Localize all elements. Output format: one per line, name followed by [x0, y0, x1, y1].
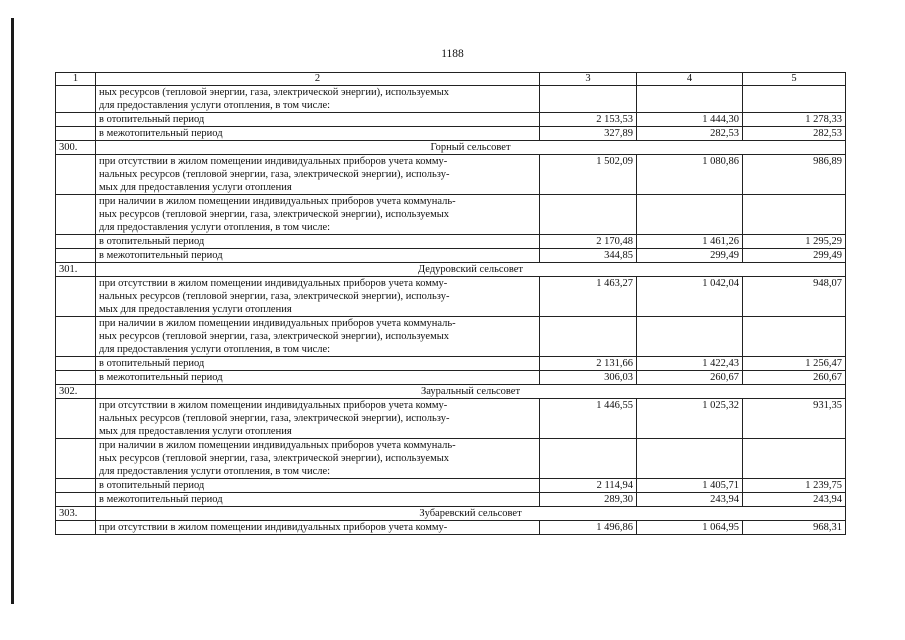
- row-number: [56, 127, 96, 141]
- table-row: [56, 399, 846, 439]
- value-cell: [637, 439, 743, 479]
- row-description: в отопительный период: [96, 479, 540, 493]
- value-cell: [743, 86, 846, 113]
- value-cell: 1 295,29: [743, 235, 846, 249]
- row-number: [56, 521, 96, 535]
- value-cell: [743, 317, 846, 357]
- value-cell: [743, 439, 846, 479]
- value-cell: 2 131,66: [540, 357, 637, 371]
- value-cell: 1 502,09: [540, 155, 637, 195]
- value-cell: [637, 195, 743, 235]
- value-cell: [743, 195, 846, 235]
- row-number: [56, 155, 96, 195]
- row-description: при наличии в жилом помещении индивидуальных приборов учета коммуналь- ных ресурсов (тепловой энергии, газа, электрической энергии), используемых для предоставления услуги отопления, в том числе:: [96, 439, 540, 479]
- value-cell: 1 278,33: [743, 113, 846, 127]
- margin-bar: [11, 18, 14, 604]
- row-number: [56, 113, 96, 127]
- value-cell: 1 444,30: [637, 113, 743, 127]
- value-cell: 2 170,48: [540, 235, 637, 249]
- section-name: Дедуровский сельсовет: [96, 263, 846, 277]
- value-cell: 289,30: [540, 493, 637, 507]
- section-row: [56, 263, 846, 277]
- value-cell: 260,67: [637, 371, 743, 385]
- table-row: [56, 521, 846, 535]
- row-description: ных ресурсов (тепловой энергии, газа, электрической энергии), используемых для предоставления услуги отопления, в том числе:: [96, 86, 540, 113]
- value-cell: 968,31: [743, 521, 846, 535]
- column-header: 2: [96, 73, 540, 86]
- value-cell: 986,89: [743, 155, 846, 195]
- row-description: при отсутствии в жилом помещении индивидуальных приборов учета комму- нальных ресурсов (тепловой энергии, газа, электрической энергии), использу- мых для предоставления услуги отопления: [96, 399, 540, 439]
- row-description: при наличии в жилом помещении индивидуальных приборов учета коммуналь- ных ресурсов (тепловой энергии, газа, электрической энергии), используемых для предоставления услуги отопления, в том числе:: [96, 317, 540, 357]
- table-row: [56, 371, 846, 385]
- value-cell: 1 256,47: [743, 357, 846, 371]
- value-cell: 1 496,86: [540, 521, 637, 535]
- row-number: [56, 439, 96, 479]
- table-row: [56, 277, 846, 317]
- column-header: 3: [540, 73, 637, 86]
- tariff-table: [55, 72, 846, 535]
- table-row: [56, 155, 846, 195]
- row-number: [56, 249, 96, 263]
- section-row: [56, 141, 846, 155]
- value-cell: [637, 317, 743, 357]
- row-number: [56, 235, 96, 249]
- row-description: при отсутствии в жилом помещении индивидуальных приборов учета комму- нальных ресурсов (тепловой энергии, газа, электрической энергии), использу- мых для предоставления услуги отопления: [96, 277, 540, 317]
- row-description: в межотопительный период: [96, 493, 540, 507]
- row-description: при отсутствии в жилом помещении индивидуальных приборов учета комму-: [96, 521, 540, 535]
- table-row: [56, 235, 846, 249]
- row-number: [56, 86, 96, 113]
- value-cell: 1 405,71: [637, 479, 743, 493]
- section-row: [56, 507, 846, 521]
- row-description: в межотопительный период: [96, 249, 540, 263]
- value-cell: 1 461,26: [637, 235, 743, 249]
- table-row: [56, 249, 846, 263]
- column-header: 4: [637, 73, 743, 86]
- value-cell: 299,49: [637, 249, 743, 263]
- value-cell: 1 064,95: [637, 521, 743, 535]
- row-description: в межотопительный период: [96, 371, 540, 385]
- value-cell: 327,89: [540, 127, 637, 141]
- value-cell: 1 463,27: [540, 277, 637, 317]
- row-description: в межотопительный период: [96, 127, 540, 141]
- section-number: 303.: [56, 507, 96, 521]
- table-row: [56, 357, 846, 371]
- table-row: [56, 195, 846, 235]
- value-cell: 306,03: [540, 371, 637, 385]
- value-cell: 260,67: [743, 371, 846, 385]
- row-description: в отопительный период: [96, 235, 540, 249]
- row-description: в отопительный период: [96, 113, 540, 127]
- table-row: [56, 479, 846, 493]
- value-cell: [540, 317, 637, 357]
- value-cell: 299,49: [743, 249, 846, 263]
- table-row: [56, 113, 846, 127]
- value-cell: 344,85: [540, 249, 637, 263]
- value-cell: [540, 439, 637, 479]
- column-header: 1: [56, 73, 96, 86]
- row-description: в отопительный период: [96, 357, 540, 371]
- value-cell: 282,53: [743, 127, 846, 141]
- row-number: [56, 493, 96, 507]
- value-cell: [540, 86, 637, 113]
- table-row: [56, 86, 846, 113]
- table-row: [56, 493, 846, 507]
- section-row: [56, 385, 846, 399]
- value-cell: 2 153,53: [540, 113, 637, 127]
- section-number: 300.: [56, 141, 96, 155]
- value-cell: 1 025,32: [637, 399, 743, 439]
- value-cell: [540, 195, 637, 235]
- section-number: 302.: [56, 385, 96, 399]
- value-cell: 1 042,04: [637, 277, 743, 317]
- table-row: [56, 127, 846, 141]
- row-description: при наличии в жилом помещении индивидуальных приборов учета коммуналь- ных ресурсов (тепловой энергии, газа, электрической энергии), используемых для предоставления услуги отопления, в том числе:: [96, 195, 540, 235]
- section-name: Горный сельсовет: [96, 141, 846, 155]
- value-cell: 282,53: [637, 127, 743, 141]
- value-cell: 1 446,55: [540, 399, 637, 439]
- value-cell: 948,07: [743, 277, 846, 317]
- header-row: [56, 73, 846, 86]
- page-number: 1188: [441, 48, 464, 60]
- value-cell: 2 114,94: [540, 479, 637, 493]
- row-number: [56, 479, 96, 493]
- row-description: при отсутствии в жилом помещении индивидуальных приборов учета комму- нальных ресурсов (тепловой энергии, газа, электрической энергии), использу- мых для предоставления услуги отопления: [96, 155, 540, 195]
- value-cell: [637, 86, 743, 113]
- value-cell: 243,94: [637, 493, 743, 507]
- value-cell: 931,35: [743, 399, 846, 439]
- row-number: [56, 195, 96, 235]
- value-cell: 1 080,86: [637, 155, 743, 195]
- row-number: [56, 399, 96, 439]
- section-number: 301.: [56, 263, 96, 277]
- section-name: Зауральный сельсовет: [96, 385, 846, 399]
- row-number: [56, 357, 96, 371]
- row-number: [56, 371, 96, 385]
- value-cell: 243,94: [743, 493, 846, 507]
- column-header: 5: [743, 73, 846, 86]
- section-name: Зубаревский сельсовет: [96, 507, 846, 521]
- row-number: [56, 317, 96, 357]
- row-number: [56, 277, 96, 317]
- table-row: [56, 439, 846, 479]
- value-cell: 1 239,75: [743, 479, 846, 493]
- table-row: [56, 317, 846, 357]
- value-cell: 1 422,43: [637, 357, 743, 371]
